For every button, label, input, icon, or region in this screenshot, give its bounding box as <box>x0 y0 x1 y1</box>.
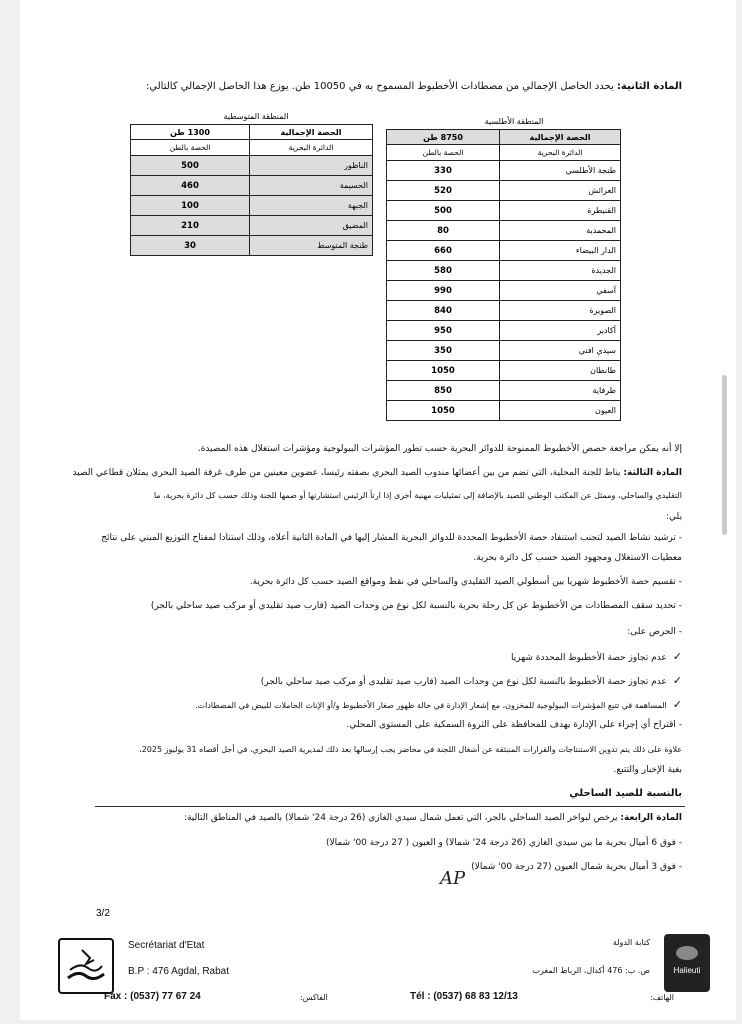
district-cell: طنجة المتوسط <box>250 236 373 256</box>
district-cell: أكادير <box>500 321 621 341</box>
checkmark-icon: ✓ <box>672 674 682 687</box>
district-cell: الدار البيضاء <box>500 241 621 261</box>
district-cell: الجديدة <box>500 261 621 281</box>
article-3-line-2: التقليدي والساحلي، وممثل عن المكتب الوطني للصيد بالإضافة إلى تمثيليات مهنية أخرى إذا ارتأ الرئيس استشارتها أو ضمها للجنة وذلك حسب كل دائرة بحرية، ما <box>153 491 682 500</box>
check-item-1-text: عدم تجاوز حصة الأخطبوط المحددة شهريا <box>510 653 667 663</box>
table-row <box>387 381 621 401</box>
article-3-line-3: يلي: <box>665 512 682 522</box>
quota-cell: 850 <box>387 381 500 401</box>
district-cell: طنجة الأطلسي <box>500 161 621 181</box>
table-row <box>131 196 373 216</box>
check-item-3-text: المساهمة في تتبع المؤشرات البيولوجية للمخزون، مع إشعار الإدارة في حالة ظهور صغار الأخطبوط و/أو الإناث الحاملات للبيض في المصطادات. <box>195 701 667 710</box>
table-row <box>387 321 621 341</box>
table-row <box>131 156 373 176</box>
checkmark-icon: ✓ <box>672 650 682 663</box>
section-divider <box>95 806 685 807</box>
scrollbar[interactable] <box>722 375 727 535</box>
table-header-row <box>387 130 621 145</box>
table-row <box>387 281 621 301</box>
quota-cell: 1050 <box>387 401 500 421</box>
quota-cell: 990 <box>387 281 500 301</box>
quota-cell: 350 <box>387 341 500 361</box>
table-subheader-row <box>131 140 373 156</box>
footer-fax-ar: الفاكس: <box>300 993 328 1002</box>
check-item-2 <box>261 674 682 687</box>
district-cell: الصويرة <box>500 301 621 321</box>
check-item-2-text: عدم تجاوز حصة الأخطبوط بالنسبة لكل نوع من وحدات الصيد (قارب صيد تقليدي أو مركب صيد ساحلي بالجر) <box>260 677 667 687</box>
checkmark-icon: ✓ <box>672 698 682 711</box>
table-row <box>387 261 621 281</box>
table-row <box>387 401 621 421</box>
district-cell: الناظور <box>250 156 373 176</box>
mediterranean-quota-table <box>130 124 373 256</box>
page-number: 3/2 <box>96 908 110 919</box>
footer-address-ar: ص. ب: 476 أكدال، الرباط المغرب <box>532 966 650 975</box>
footer-org-fr: Secrétariat d'Etat <box>128 940 205 951</box>
table-row <box>387 341 621 361</box>
table-row <box>387 181 621 201</box>
quota-cell: 520 <box>387 181 500 201</box>
subheader-district: الدائرة البحرية <box>250 140 373 156</box>
mediterranean-table-title: المنطقة المتوسطية <box>223 112 289 121</box>
footer-tel: Tél : (0537) 68 83 12/13 <box>410 991 518 1002</box>
article-2-intro <box>146 81 682 92</box>
table-row <box>131 236 373 256</box>
atlantic-quota-table <box>386 129 621 421</box>
article-2-label: المادة الثانية: <box>616 81 682 92</box>
subheader-quota: الحصة بالطن <box>387 145 500 161</box>
article-4-label: المادة الرابعة: <box>620 813 682 823</box>
district-cell: الحسيمة <box>250 176 373 196</box>
review-paragraph: إلا أنه يمكن مراجعة حصص الأخطبوط الممنوحة للدوائر البحرية حسب تطور المؤشرات البيولوجية ومؤشرات استغلال هذه المصيدة. <box>197 444 682 454</box>
article-4 <box>184 813 682 823</box>
table-row <box>387 361 621 381</box>
article-3-text-1: يناط للجنة المحلية، التي تضم من بين أعضائها مندوب الصيد البحري بصفته رئيسا، عضوين معينين من طرف غرفة الصيد البحري يمثلان قطاعي الصيد <box>72 468 621 478</box>
atlantic-table-title: المنطقة الأطلسية <box>484 117 544 126</box>
footer-fax: Fax : (0537) 77 67 24 <box>104 991 201 1002</box>
duty-2: - تقسيم حصة الأخطبوط شهريا بين أسطولي الصيد التقليدي والساحلي في نقط ومواقع الصيد حسب كل دائرة بحرية. <box>249 577 682 587</box>
table-row <box>387 161 621 181</box>
section-heading: بالنسبة للصيد الساحلي <box>569 788 682 799</box>
footer-address-fr: B.P : 476 Agdal, Rabat <box>128 966 230 977</box>
duty-4: - الحرص على: <box>627 627 682 637</box>
quota-cell: 210 <box>131 216 250 236</box>
quota-cell: 100 <box>131 196 250 216</box>
quota-cell: 950 <box>387 321 500 341</box>
quota-cell: 580 <box>387 261 500 281</box>
table-row <box>131 216 373 236</box>
quota-cell: 500 <box>131 156 250 176</box>
duty-1-line-2: معطيات الاستغلال ومجهود الصيد حسب كل دائرة بحرية. <box>473 553 682 563</box>
check-item-1 <box>511 650 682 663</box>
additional-paragraph-1: علاوة على ذلك يتم تدوين الاستنتاجات والقرارات المنبثقة عن أشغال اللجنة في محاضر يجب إرسالها بعد ذلك لمديرية الصيد البحري، في أجل أقصاه 31 يوليوز 2025، <box>139 745 682 754</box>
district-cell: آسفي <box>500 281 621 301</box>
article-3-line-1 <box>73 468 682 478</box>
table-row <box>387 301 621 321</box>
quota-cell: 1050 <box>387 361 500 381</box>
header-total-quota: الحصة الإجمالية <box>250 125 373 140</box>
quota-cell: 660 <box>387 241 500 261</box>
header-total-tons: 8750 طن <box>387 130 500 145</box>
table-row <box>387 221 621 241</box>
duty-1-line-1: - ترشيد نشاط الصيد لتجنب استنفاد حصة الأخطبوط المحددة للدوائر البحرية المشار إليها في المادة الثانية أعلاه، وذلك استنادا لمفتاح التوزيع المبني على نتائج <box>101 533 682 543</box>
article-4-text: يرخص لبواخر الصيد الساحلي بالجر، التي تعمل شمال سيدي الغازي (26 درجة 24' شمالا) بالصيد في المناطق التالية: <box>183 813 618 823</box>
quota-cell: 840 <box>387 301 500 321</box>
signature: AP <box>440 868 466 889</box>
table-row <box>387 201 621 221</box>
footer-org-ar: كتابة الدولة <box>612 938 650 947</box>
quota-cell: 80 <box>387 221 500 241</box>
logo-text: Halieuti <box>673 966 701 975</box>
header-total-quota: الحصة الإجمالية <box>500 130 621 145</box>
table-row <box>131 176 373 196</box>
article-3-label: المادة الثالثة: <box>623 468 682 478</box>
district-cell: سيدي افني <box>500 341 621 361</box>
quota-cell: 460 <box>131 176 250 196</box>
district-cell: العيون <box>500 401 621 421</box>
duty-5: - اقتراح أي إجراء على الإدارة يهدف للمحافظة على الثروة السمكية على المستوى المحلي. <box>346 720 682 730</box>
district-cell: العرائش <box>500 181 621 201</box>
subheader-district: الدائرة البحرية <box>500 145 621 161</box>
district-cell: الجبهة <box>250 196 373 216</box>
quota-cell: 30 <box>131 236 250 256</box>
quota-cell: 330 <box>387 161 500 181</box>
halieutis-logo <box>664 934 710 992</box>
table-subheader-row <box>387 145 621 161</box>
duty-3: - تحديد سقف المصطادات من الأخطبوط عن كل رحلة بحرية بالنسبة لكل نوع من وحدات الصيد (قارب صيد تقليدي أو مركب صيد ساحلي بالجر) <box>150 601 682 611</box>
table-header-row <box>131 125 373 140</box>
district-cell: المضيق <box>250 216 373 236</box>
subheader-quota: الحصة بالطن <box>131 140 250 156</box>
district-cell: طرفاية <box>500 381 621 401</box>
header-total-tons: 1300 طن <box>131 125 250 140</box>
article-2-text: يحدد الحاصل الإجمالي من مصطادات الأخطبوط المسموح به في 10050 طن. يوزع هذا الحاصل الإجمالي كالتالي: <box>145 81 614 92</box>
district-cell: المحمدية <box>500 221 621 241</box>
zone-1: - فوق 6 أميال بحرية ما بين سيدي الغازي (26 درجة 24' شمالا) و العيون ( 27 درجة 00' شمالا) <box>325 838 682 848</box>
footer-tel-ar: الهاتف: <box>650 993 674 1002</box>
check-item-3 <box>195 698 682 711</box>
table-row <box>387 241 621 261</box>
quota-cell: 500 <box>387 201 500 221</box>
district-cell: القنيطرة <box>500 201 621 221</box>
additional-paragraph-2: بغية الإخبار والتتبع. <box>613 765 682 775</box>
zone-2: - فوق 3 أميال بحرية شمال العيون (27 درجة 00' شمالا) <box>471 862 682 872</box>
emblem-logo <box>58 938 114 994</box>
logo-emblem-icon <box>676 946 698 960</box>
district-cell: طانطان <box>500 361 621 381</box>
